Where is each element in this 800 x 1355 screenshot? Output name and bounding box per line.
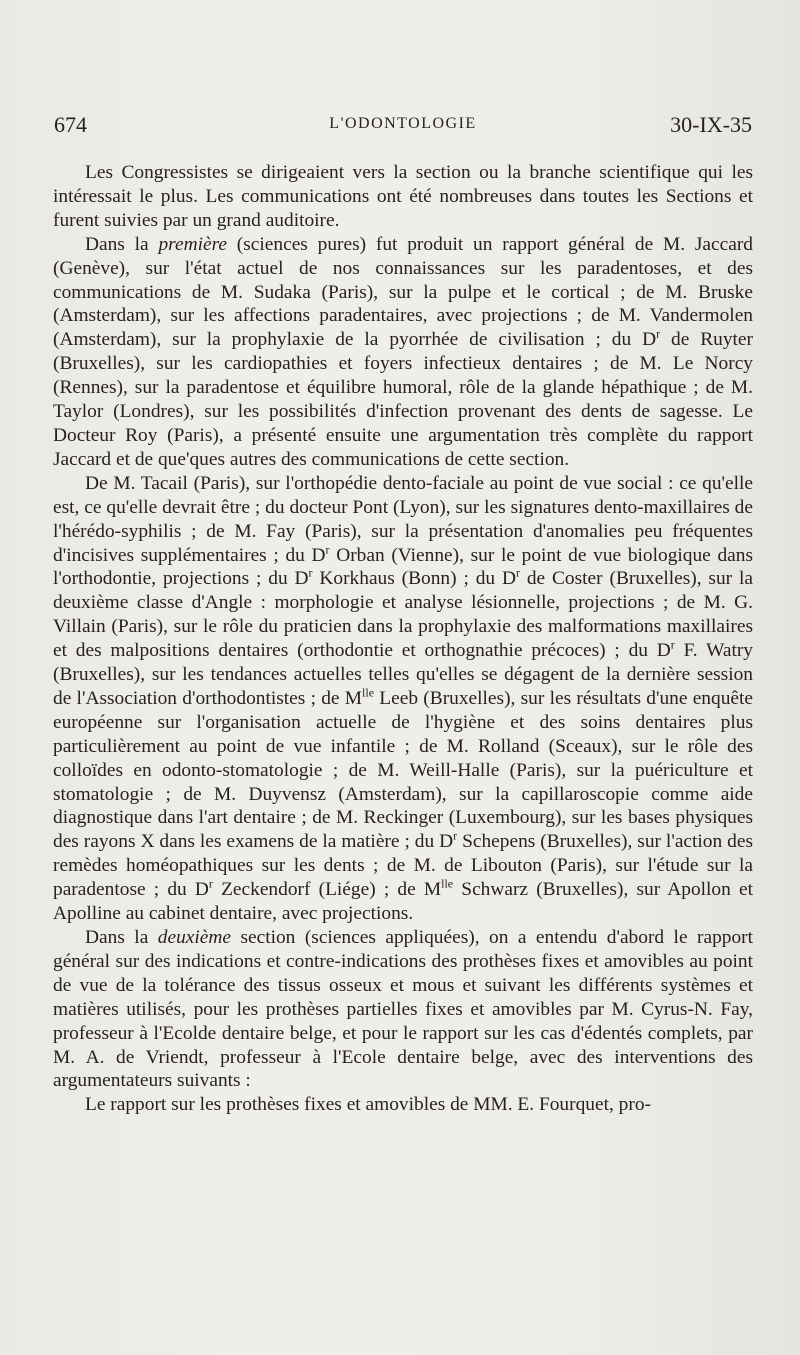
article-body (53, 161, 753, 1117)
running-title: L'ODONTOLOGIE (329, 115, 477, 132)
emphasis-deuxieme: deuxième (157, 927, 231, 948)
paragraph-3: De M. Tacail (Paris), sur l'orthopédie dento-faciale au point de vue social : ce qu'elle est, ce qu'elle devrait être ; du docteur Pont (Lyon), sur les signatures dento-maxillaires de l'hérédo-syphilis ; de M. Fay (Paris), sur la présentation d'anomalies peu fréquentes d'incisives supplémentaires ; du $D^r$ Orban (Vienne), sur le point de vue biologique dans l'orthodontie, projections ; du $D^r$ Korkhaus (Bonn) ; du $D^r$ de Coster (Bruxelles), sur la deuxième classe d'Angle : morphologie et analyse lésionnelle, projections ; de M. G. Villain (Paris), sur le rôle du praticien dans la prophylaxie des malformations maxillaires et des malpositions dentaires (orthodontie et orthognathie précoces) ; du $D^r$ F. Watry (Bruxelles), sur les tendances actuelles telles qu'elles se dégagent de la dernière session de l'Association d'orthodontistes ; de $M^{lle}$ Leeb (Bruxelles), sur les résultats d'une enquête européenne sur l'organisation actuelle de l'hygiène et des soins dentaires plus particulièrement au point de vue infantile ; de M. Rolland (Sceaux), sur le rôle des colloïdes en odonto-stomatologie ; de M. Weill-Halle (Paris), sur la puériculture et stomatologie ; de M. Duyvensz (Amsterdam), sur la capillaroscopie comme aide diagnostique dans l'art dentaire ; de M. Reckinger (Luxembourg), sur les bases physiques des rayons X dans les examens de la matière ; du $D^r$ Schepens (Bruxelles), sur l'action des remèdes homéopathiques sur les dents ; de M. de Libouton (Paris), sur l'étude sur la paradentose ; du $D^r$ Zeckendorf (Liége) ; de $M^{lle}$ Schwarz (Bruxelles), sur Apollon et Apolline au cabinet dentaire, avec projections. (53, 472, 753, 925)
paragraph-2: Dans la première (sciences pures) fut produit un rapport général de M. Jaccard (Genève), sur l'état actuel de nos connaissances sur les paradentoses, et des communications de M. Sudaka (Paris), sur la pulpe et le cortical ; de M. Bruske (Amsterdam), sur les affections paradentaires, avec projections ; de M. Vandermolen (Amsterdam), sur la prophylaxie de la pyorrhée de civilisation ; du $D^r$ de Ruyter (Bruxelles), sur les cardiopathies et foyers infectieux dentaires ; de M. Le Norcy (Rennes), sur la paradentose et équilibre humoral, rôle de la glande hépathique ; de M. Taylor (Londres), sur les possibilités d'infection provenant des dents de sagesse. Le Docteur Roy (Paris), a présenté ensuite une argumentation très complète du rapport Jaccard et de que'ques autres des communications de cette section. (53, 233, 753, 470)
paragraph-5: Le rapport sur les prothèses fixes et amovibles de MM. E. Fourquet, pro- (85, 1094, 651, 1116)
issue-date: 30-IX-35 (670, 112, 752, 137)
page-header (54, 112, 752, 142)
page-number: 674 (54, 112, 87, 137)
emphasis-premiere: première (158, 233, 227, 255)
paragraph-1: Les Congressistes se dirigeaient vers la section ou la branche scientifique qui les intéressait le plus. Les communications ont été nombreuses dans toutes les Sections et furent suivies par un grand auditoire. (53, 162, 753, 231)
paragraph-4: Dans la deuxième section (sciences appliquées), on a entendu d'abord le rapport général sur des indications et contre-indications des prothèses fixes et amovibles au point de vue de la tolérance des tissus osseux et mous et suivant les différents systèmes et matières utilisés, pour les prothèses partielles fixes et amovibles par M. Cyrus-N. Fay, professeur à l'Ecolde dentaire belge, et pour le rapport sur les cas d'édentés complets, par M. A. de Vriendt, professeur à l'Ecole dentaire belge, avec des interventions des argumentateurs suivants : (53, 927, 753, 1092)
